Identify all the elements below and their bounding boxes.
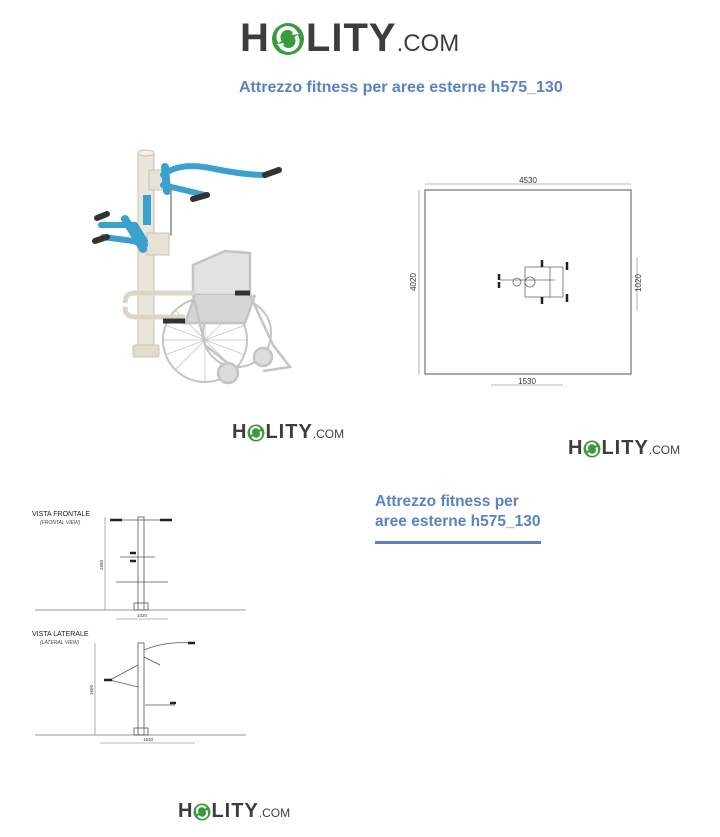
technical-drawings <box>30 505 250 750</box>
side-title-line-2: aree esterne h575_130 <box>375 513 541 530</box>
lateral-height-dimension: 1650 <box>89 684 94 696</box>
plan-view-drawing <box>405 172 645 392</box>
logo-suffix: .COM <box>648 443 681 457</box>
recycle-circle-icon <box>271 22 305 56</box>
logo-letter-h: H <box>178 800 194 822</box>
frontal-view-label: VISTA FRONTALE <box>32 511 91 518</box>
logo-letters-lity: LITY <box>305 16 397 60</box>
side-title <box>375 492 555 532</box>
side-title-line-1: Attrezzo fitness per <box>375 493 519 510</box>
lateral-view-label: VISTA LATERALE <box>32 631 89 638</box>
lateral-width-dimension: 1530 <box>142 737 154 742</box>
holity-logo-footer[interactable] <box>178 800 290 823</box>
logo-suffix: .COM <box>258 806 291 820</box>
frontal-height-dimension: 1650 <box>99 559 104 571</box>
plan-width-dimension: 4530 <box>519 176 537 185</box>
product-render-image <box>85 145 300 390</box>
logo-suffix: .COM <box>396 30 460 57</box>
plan-machine-width-dimension: 1530 <box>518 377 536 386</box>
recycle-circle-icon <box>583 440 601 458</box>
plan-height-dimension: 4020 <box>409 273 418 291</box>
logo-letter-h: H <box>232 421 248 443</box>
logo-letters-lity: LITY <box>601 437 649 459</box>
lateral-view-machine <box>110 643 192 735</box>
holity-logo-render[interactable] <box>232 421 344 444</box>
logo-suffix: .COM <box>312 427 345 441</box>
logo-letters-lity: LITY <box>211 800 259 822</box>
side-title-underline <box>375 541 541 544</box>
lateral-view-sublabel: (LATERAL VIEW) <box>40 640 80 646</box>
logo-letters-lity: LITY <box>265 421 313 443</box>
holity-logo-header[interactable] <box>240 16 459 61</box>
page-title: Attrezzo fitness per aree esterne h575_130 <box>239 79 563 96</box>
machine-footprint <box>500 267 563 297</box>
recycle-circle-icon <box>247 424 265 442</box>
holity-logo-plan[interactable] <box>568 437 680 460</box>
frontal-view-machine <box>112 517 170 610</box>
plan-machine-height-dimension: 1020 <box>634 274 643 292</box>
logo-letter-h: H <box>568 437 584 459</box>
recycle-circle-icon <box>193 803 211 821</box>
upper-handle-arm <box>163 166 279 235</box>
frontal-width-dimension: 1020 <box>136 613 148 618</box>
equipment-post <box>125 150 195 357</box>
logo-letter-h: H <box>240 16 270 60</box>
frontal-view-sublabel: (FRONTAL VIEW) <box>40 520 81 526</box>
